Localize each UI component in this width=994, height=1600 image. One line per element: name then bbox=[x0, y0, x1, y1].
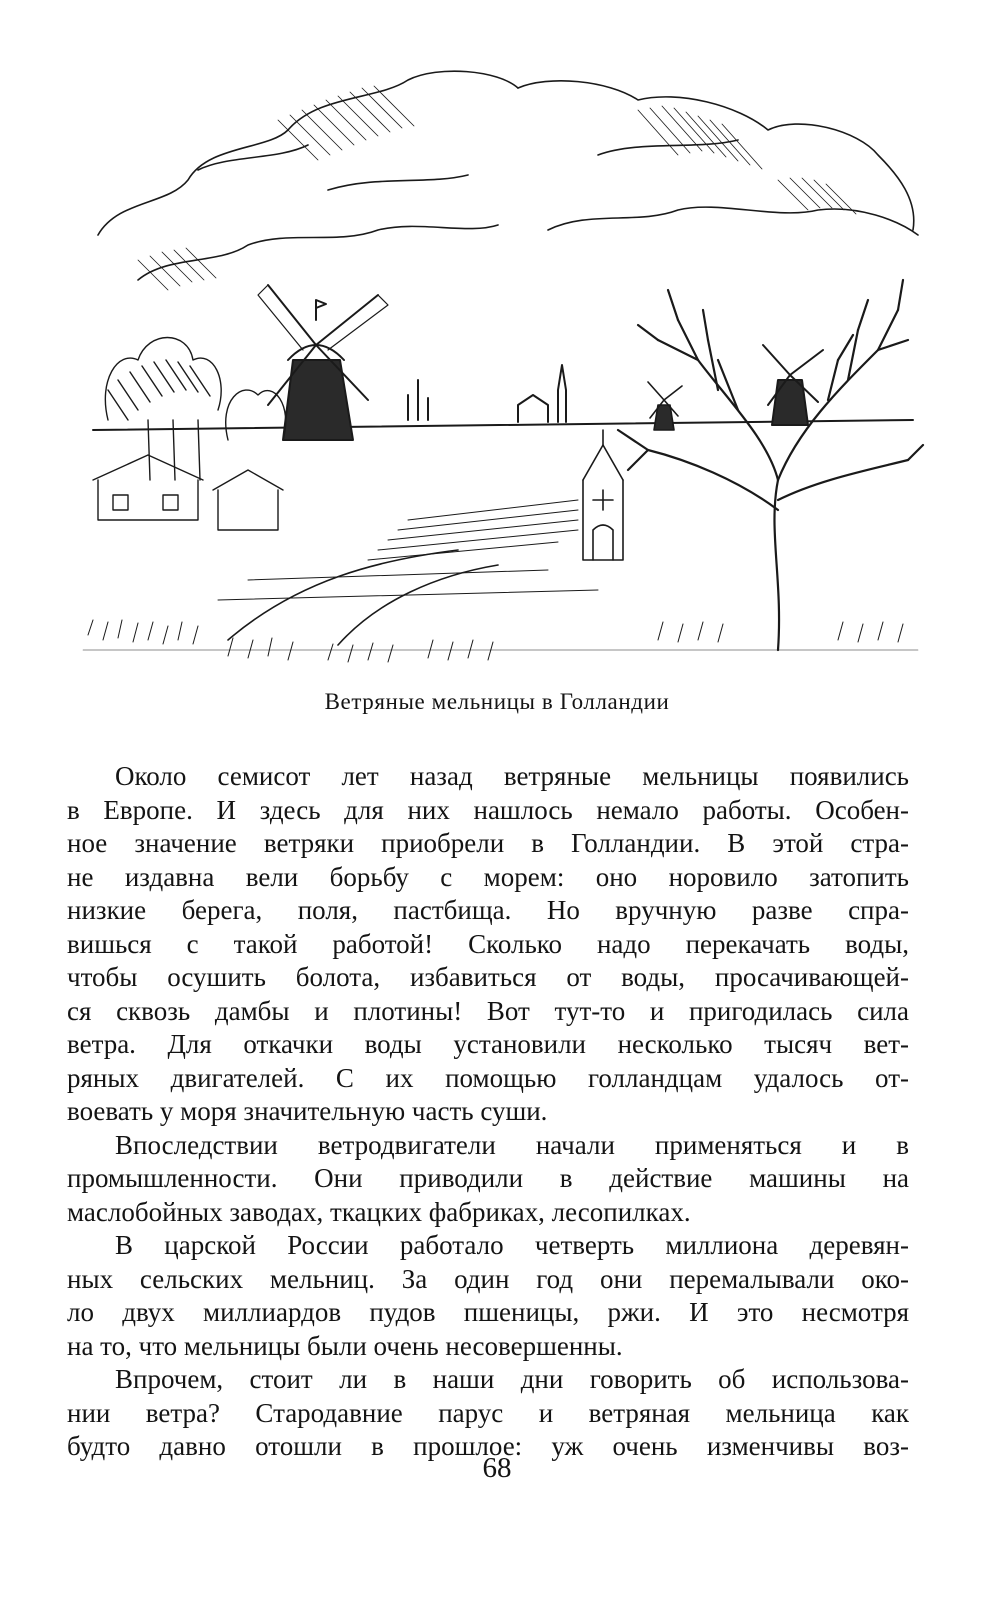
text-line: ся сквозь дамбы и плотины! Вот тут-то и пригодилась сила bbox=[67, 995, 909, 1026]
field-rows bbox=[218, 500, 598, 600]
text-line: в Европе. И здесь для них нашлось немало работы. Особен- bbox=[67, 794, 909, 825]
text-line: будто давно отошли в прошлое: уж очень изменчивы воз- bbox=[67, 1431, 909, 1461]
paragraph bbox=[67, 760, 909, 1129]
text-line: маслобойных заводах, ткацких фабриках, лесопилках. bbox=[67, 1196, 691, 1227]
illustration-caption: Ветряные мельницы в Голландии bbox=[324, 689, 670, 714]
text-line: нии ветра? Стародавние парус и ветряная мельница как bbox=[67, 1397, 909, 1428]
text-line: воевать у моря значительную часть суши. bbox=[67, 1096, 548, 1126]
text-line: вишься с такой работой! Сколько надо перекачать воды, bbox=[67, 928, 909, 959]
windmill-left bbox=[258, 285, 388, 440]
page-number: 68 bbox=[482, 1452, 512, 1484]
tree-bare-right bbox=[618, 280, 923, 650]
paragraph bbox=[67, 1229, 909, 1363]
text-line: ных сельских мельниц. За один год они перемалывали око- bbox=[67, 1263, 909, 1294]
text-line: ное значение ветряки приобрели в Голландии. В этой стра- bbox=[67, 828, 909, 858]
text-line: Впрочем, стоит ли в наши дни говорить об использова- bbox=[115, 1364, 909, 1394]
text-line: ло двух миллиардов пудов пшеницы, ржи. И это несмотря bbox=[67, 1297, 909, 1327]
body-text bbox=[67, 760, 909, 1464]
houses-left bbox=[93, 455, 283, 530]
windmills-engraving bbox=[78, 60, 928, 680]
text-line: ряных двигателей. С их помощью голландцам удалось от- bbox=[67, 1062, 909, 1093]
text-line: не издавна вели борьбу с морем: оно норовило затопить bbox=[67, 861, 909, 892]
trees-left bbox=[105, 338, 285, 481]
windmills-illustration bbox=[78, 60, 928, 680]
windmill-right bbox=[763, 345, 823, 425]
road bbox=[228, 550, 498, 645]
text-line: низкие берега, поля, пастбища. Но вручную разве спра- bbox=[67, 895, 909, 925]
foreground-grass bbox=[83, 620, 918, 662]
text-line: Около семисот лет назад ветряные мельницы появились bbox=[115, 761, 909, 791]
text-line: ветра. Для откачки воды установили несколько тысяч вет- bbox=[67, 1029, 909, 1059]
cloud-outlines bbox=[98, 71, 918, 280]
paragraph bbox=[67, 1363, 909, 1464]
text-line: Впоследствии ветродвигатели начали применяться и в bbox=[115, 1129, 909, 1160]
text-line: промышленности. Они приводили в действие машины на bbox=[67, 1163, 909, 1193]
text-line: чтобы осушить болота, избавиться от воды, просачивающей- bbox=[67, 962, 909, 992]
text-line: на то, что мельницы были очень несовершенны. bbox=[67, 1330, 623, 1361]
text-line: В царской России работало четверть миллиона деревян- bbox=[115, 1230, 909, 1260]
chapel bbox=[583, 430, 623, 560]
paragraph bbox=[67, 1129, 909, 1230]
